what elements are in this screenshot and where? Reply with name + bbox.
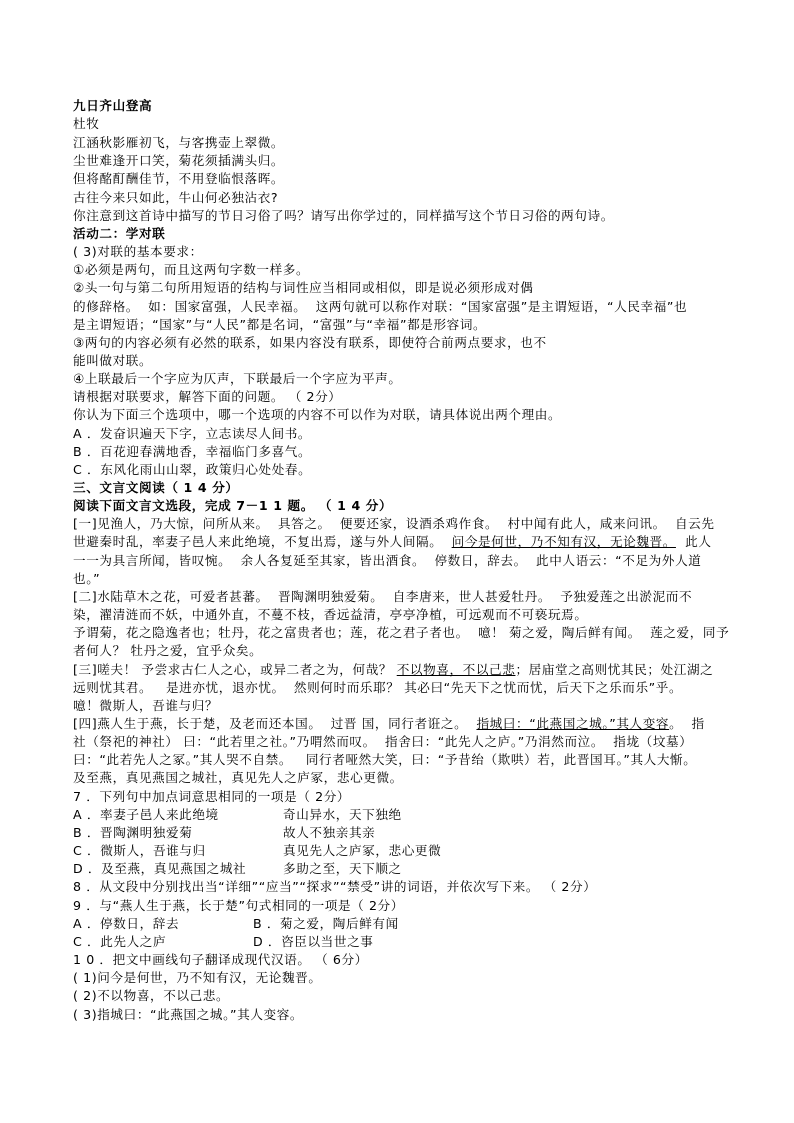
passage-text: [三]嗟夫！ 予尝求古仁人之心，或异二者之为，何哉？ [73, 662, 397, 677]
passage-text: [四]燕人生于燕，长于楚，及老而还本国。 过晋 国，同行者诳之。 [73, 716, 477, 731]
q7-option-b-pair: 故人不独亲其亲 [283, 825, 376, 840]
passage3-line: 噫！微斯人，吾谁与归？ [73, 698, 219, 713]
q7-option-c-pair: 真见先人之庐冢，悲心更微 [283, 843, 442, 858]
q7-option-a: A ．率妻子邑人来此绝境 [73, 807, 219, 822]
section3-subheading: 阅读下面文言文选段，完成 7－1 1 题。 （ 1 4 分） [73, 498, 393, 513]
section3-heading: 三、文言文阅读（ 1 4 分） [73, 480, 239, 495]
activity2-line: ①必须是两句，而且这两句字数一样多。 [73, 262, 310, 277]
poem-question: 你注意到这首诗中描写的节日习俗了吗？请写出你学过的，同样描写这个节日习俗的两句诗。 [73, 208, 614, 223]
passage-text: 。 指 [669, 716, 705, 731]
q9-option-d: D ．咨臣以当世之事 [253, 934, 374, 949]
q9-option-a: A ．停数日，辞去 [73, 916, 180, 931]
passage2-line: [二]水陆草木之花，可爱者甚蕃。 晋陶渊明独爱菊。 自李唐来，世人甚爱牡丹。 予独爱莲之出淤泥而不 [73, 589, 693, 604]
q7-option-d-pair: 多助之至，天下顺之 [283, 861, 402, 876]
passage-text: 世避秦时乱，率妻子邑人来此绝境，不复出焉，遂与外人间隔。 [73, 534, 452, 549]
passage3-line [73, 661, 713, 679]
poem-line: 江涵秋影雁初飞，与客携壶上翠微。 [73, 135, 285, 150]
question-7: 7 ．下列句中加点词意思相同的一项是（ 2分） [73, 789, 351, 804]
passage4-line: 及至燕，真见燕国之城社，真见先人之庐冢，悲心更微。 [73, 770, 403, 785]
passage1-line: [一]见渔人，乃大惊，问所从来。 具答之。 便要还家，设酒杀鸡作食。 村中闻有此人，咸来问讯。 自云先 [73, 516, 715, 531]
question-9: 9 ．与“燕人生于燕，长于楚”句式相同的一项是（ 2分） [73, 898, 404, 913]
q10-item-3: ( 3)指城曰：“此燕国之城。”其人变容。 [73, 1007, 304, 1022]
q10-item-2: ( 2)不以物喜，不以己悲。 [73, 988, 230, 1003]
poem-line: 尘世难逢开口笑，菊花须插满头归。 [73, 153, 285, 168]
passage-text: ；居庙堂之高则忧其民；处江湖之 [515, 662, 714, 677]
activity2-heading: 活动二：学对联 [73, 226, 166, 241]
activity2-line: 能叫做对联。 [73, 353, 153, 368]
passage4-line: 曰：“此若先人之冢。”其人哭不自禁。 同行者哑然大笑，曰：“予昔绐（欺哄）若，此晋国耳。”其人大惭。 [73, 752, 697, 767]
underlined-sentence: 问今是何世，乃不知有汉，无论魏晋。 [451, 534, 676, 549]
q9-option-b: B ．菊之爱，陶后鲜有闻 [253, 916, 399, 931]
underlined-sentence: 不以物喜，不以己悲 [396, 662, 516, 677]
underlined-sentence: 指城曰：“此燕国之城。”其人变容 [476, 716, 670, 731]
q7-option-d: D ．及至燕，真见燕国之城社 [73, 861, 247, 876]
option-b: B ．百花迎春满地香，幸福临门多喜气。 [73, 444, 312, 459]
passage1-line: 也。” [73, 571, 101, 586]
poem-author: 杜牧 [73, 116, 100, 131]
poem-title: 九日齐山登高 [73, 98, 153, 113]
passage2-line: 予谓菊，花之隐逸者也；牡丹，花之富贵者也；莲，花之君子者也。 噫！ 菊之爱，陶后鲜有闻。 莲之爱，同予 [73, 625, 730, 640]
question-8: 8 ．从文段中分别找出当“详细”“应当”“探求”“禁受”讲的词语，并依次写下来。 （ 2分） [73, 879, 597, 894]
passage4-line [73, 715, 705, 733]
passage1-line [73, 533, 712, 551]
activity2-line: 你认为下面三个选项中，哪一个选项的内容不可以作为对联，请具体说出两个理由。 [73, 407, 562, 422]
passage1-line: 一一为具言所闻，皆叹惋。 余人各复延至其家，皆出酒食。 停数日，辞去。 此中人语云：“不足为外人道 [73, 553, 702, 568]
passage3-line: 远则忧其君。 是进亦忧，退亦忧。 然则何时而乐耶？ 其必曰“先天下之忧而忧，后天下之乐而乐”乎。 [73, 680, 683, 695]
passage2-line: 染，濯清涟而不妖，中通外直，不蔓不枝，香远益清，亭亭净植，可远观而不可亵玩焉。 [73, 607, 588, 622]
activity2-line: 请根据对联要求，解答下面的问题。 （ 2分） [73, 389, 342, 404]
activity2-line: 是主谓短语；“国家”与“人民”都是名词，“富强”与“幸福”都是形容词。 [73, 317, 487, 332]
activity2-line: ( 3)对联的基本要求： [73, 244, 203, 259]
poem-line: 但将酩酊酬佳节，不用登临恨落晖。 [73, 171, 285, 186]
activity2-line: ④上联最后一个字应为仄声，下联最后一个字应为平声。 [73, 371, 402, 386]
q7-option-a-pair: 奇山异水，天下独绝 [283, 807, 402, 822]
q7-option-b: B ．晋陶渊明独爱菊 [73, 825, 193, 840]
poem-line: 古往今来只如此，牛山何必独沾衣? [73, 190, 279, 205]
q7-option-c: C ．微斯人，吾谁与归 [73, 843, 206, 858]
passage4-line: 社（祭祀的神社） 曰：“此若里之社。”乃喟然而叹。 指舍曰：“此先人之庐。”乃涓然而泣。 指垅（坟墓） [73, 734, 693, 749]
option-a: A ．发奋识遍天下字，立志读尽人间书。 [73, 426, 312, 441]
activity2-line: 的修辞格。 如：国家富强，人民幸福。 这两句就可以称作对联：“国家富强”是主谓短语，“人民幸福”也 [73, 299, 688, 314]
q10-item-1: ( 1)问今是何世，乃不知有汉，无论魏晋。 [73, 970, 322, 985]
passage-text: 此人 [675, 534, 712, 549]
activity2-line: ②头一句与第二句所用短语的结构与词性应当相同或相似，即是说必须形成对偶 [73, 280, 534, 295]
passage2-line: 者何人？ 牡丹之爱，宜乎众矣。 [73, 643, 263, 658]
question-10: 1 0 ．把文中画线句子翻译成现代汉语。 （ 6分） [73, 952, 368, 967]
option-c: C ．东风化雨山山翠，政策归心处处春。 [73, 462, 312, 477]
activity2-line: ③两句的内容必须有必然的联系，如果内容没有联系，即使符合前两点要求，也不 [73, 335, 547, 350]
q9-option-c: C ．此先人之庐 [73, 934, 167, 949]
